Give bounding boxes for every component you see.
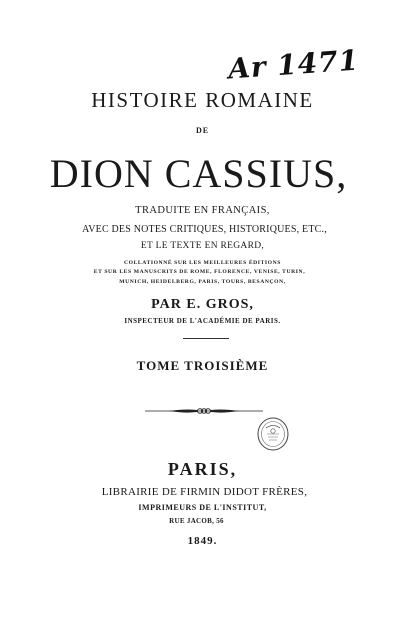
handwritten-shelfmark: Ar 1471 bbox=[227, 43, 361, 86]
title-line-dion-cassius: DION CASSIUS, bbox=[49, 151, 348, 196]
imprint-address: RUE JACOB, 56 bbox=[169, 517, 224, 525]
collation-line-2: ET SUR LES MANUSCRITS DE ROME, FLORENCE, VENISE, TURIN, bbox=[93, 269, 306, 275]
volume-label: TOME TROISIÈME bbox=[136, 358, 269, 373]
ornamental-rule-icon bbox=[145, 405, 263, 417]
imprint-publisher: LIBRAIRIE DE FIRMIN DIDOT FRÈRES, bbox=[101, 486, 308, 498]
collation-line-1: COLLATIONNÉ SUR LES MEILLEURES ÉDITIONS bbox=[124, 260, 281, 266]
author-name: PAR E. GROS, bbox=[151, 297, 254, 312]
imprint-printers: IMPRIMEURS DE L'INSTITUT, bbox=[138, 503, 267, 512]
title-line-histoire-romaine: HISTOIRE ROMAINE bbox=[91, 88, 314, 112]
short-rule-divider bbox=[183, 338, 229, 339]
subtitle-notes: AVEC DES NOTES CRITIQUES, HISTORIQUES, ETC., bbox=[82, 224, 327, 235]
imprint-city: PARIS, bbox=[167, 459, 238, 479]
collation-line-3: MUNICH, HEIDELBERG, PARIS, TOURS, BESANÇON, bbox=[119, 279, 286, 285]
subtitle-text: ET LE TEXTE EN REGARD, bbox=[140, 241, 265, 251]
subtitle-translated: TRADUITE EN FRANÇAIS, bbox=[135, 205, 270, 216]
imprint-year: 1849. bbox=[187, 535, 218, 547]
title-de: DE bbox=[195, 126, 210, 135]
author-role: INSPECTEUR DE L'ACADÉMIE DE PARIS. bbox=[124, 317, 281, 325]
library-stamp-icon bbox=[256, 416, 290, 452]
